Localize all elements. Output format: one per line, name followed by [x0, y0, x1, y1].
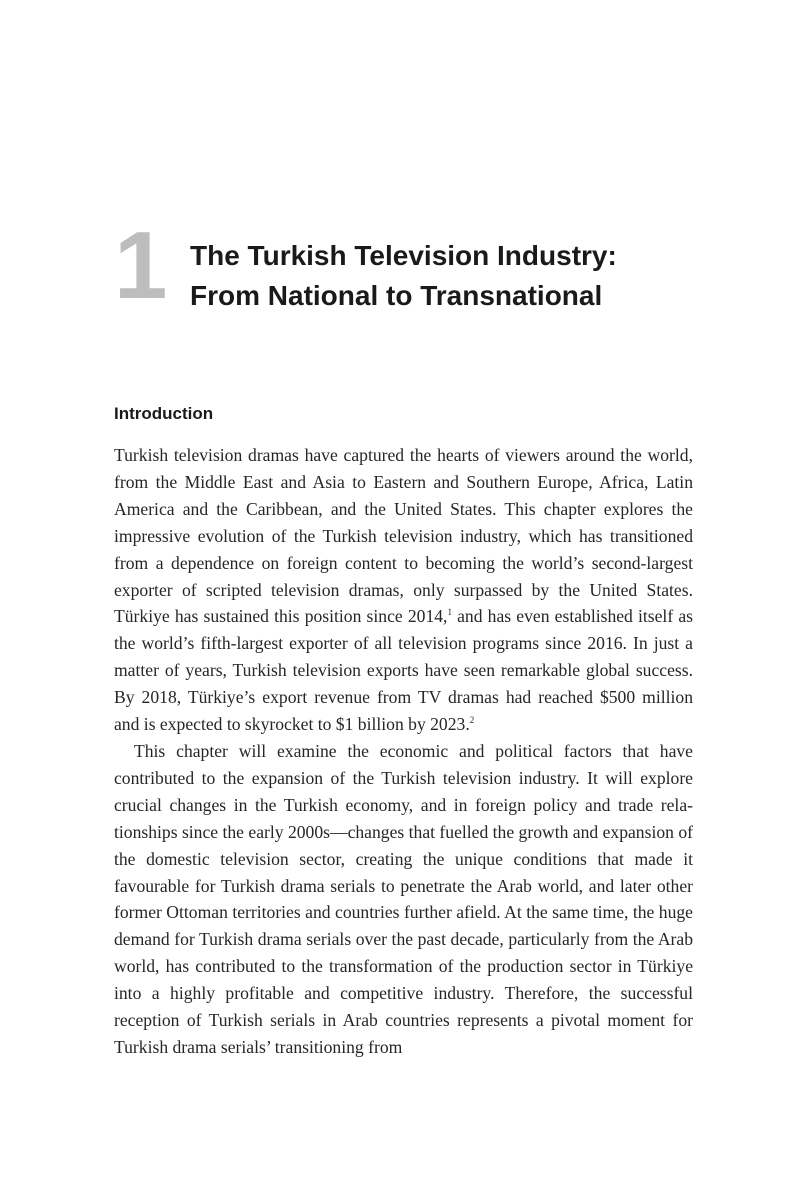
chapter-title-line-1: The Turkish Television Industry: — [190, 240, 617, 271]
paragraph-1-text-a: Turkish television dramas have captured the hearts of viewers around the world, from the Middle East and Asia to Eastern and Southern Europe, Africa, Latin America and the Caribbean, and the United States. This chapter explores the impressive evolution of the Turkish television industry, which has transitioned from a dependence on foreign content to becoming the world’s second-largest exporter of scripted television dramas, only surpassed by the United States. Türkiye has sustained this position since 2014, — [114, 445, 693, 627]
paragraph-1 — [114, 442, 693, 738]
chapter-number: 1 — [114, 212, 166, 319]
chapter-title — [190, 236, 750, 316]
chapter-title-line-2: From National to Transnational — [190, 280, 603, 311]
footnote-ref-1[interactable]: 1 — [447, 607, 452, 618]
section-heading: Introduction — [114, 404, 214, 423]
body-text — [114, 442, 693, 1061]
paragraph-1-text-b: and has even established itself as the world’s fifth-largest exporter of all television programs since 2016. In just a matter of years, Turkish television exports have seen remarkable global success. By 2018, Türkiye’s export revenue from TV dramas had reached $500 million and is expected to skyrocket to $1 billion by 2023. — [114, 606, 693, 735]
footnote-ref-2[interactable]: 2 — [469, 715, 475, 726]
paragraph-2: This chapter will examine the economic and political factors that have contributed to the expansion of the Turkish television industry. It will explore crucial changes in the Turkish economy, and in foreign policy and trade relationships since the early 2000s—changes that fuelled the growth and expansion of the domestic television sector, creating the unique conditions that made it favourable for Turkish drama serials to penetrate the Arab world, and later other former Ottoman territories and countries further afield. At the same time, the huge demand for Turkish drama serials over the past decade, particularly from the Arab world, has contributed to the transformation of the production sector in Türkiye into a highly profitable and competitive industry. Therefore, the successful reception of Turkish serials in Arab countries represents a pivotal moment for Turkish drama serials’ transitioning from — [114, 740, 693, 1057]
